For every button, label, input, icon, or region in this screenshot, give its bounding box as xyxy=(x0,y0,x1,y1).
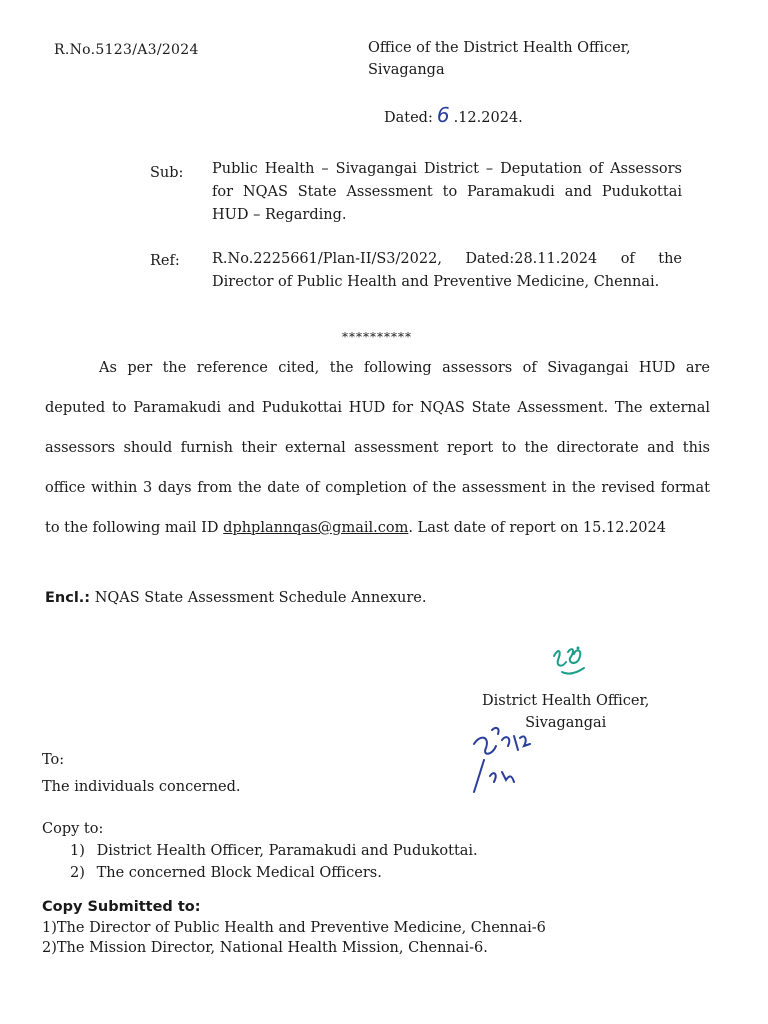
separator-stars: ********** xyxy=(342,330,412,344)
office-line1: Office of the District Health Officer, xyxy=(368,40,631,56)
reference-label: Ref: xyxy=(150,253,180,269)
signatory-line1: District Health Officer, xyxy=(482,693,650,709)
enclosure-line xyxy=(45,590,426,606)
body-paragraph xyxy=(45,348,710,548)
dated-suffix: .12.2024. xyxy=(453,110,523,126)
handwritten-signature-icon xyxy=(540,642,600,682)
dated-handwritten-day: 6 xyxy=(436,103,450,127)
copy-to-list xyxy=(70,840,478,884)
list-item: 2)The Mission Director, National Health Mission, Chennai-6. xyxy=(42,940,488,956)
copy-submitted-list xyxy=(42,918,546,958)
dated-prefix: Dated: xyxy=(384,110,433,126)
to-label: To: xyxy=(42,752,65,768)
list-item: 1) District Health Officer, Paramakudi and Pudukottai. xyxy=(70,843,478,859)
copy-to-label: Copy to: xyxy=(42,821,104,837)
enclosure-label: Encl.: xyxy=(45,590,91,606)
office-line2: Sivaganga xyxy=(368,62,445,78)
copy-submitted-label: Copy Submitted to: xyxy=(42,899,201,915)
enclosure-text: NQAS State Assessment Schedule Annexure. xyxy=(94,590,427,606)
date-line xyxy=(384,103,523,127)
to-recipients: The individuals concerned. xyxy=(42,779,241,795)
reference-text: R.No.2225661/Plan-II/S3/2022, Dated:28.11.2024 of the Director of Public Health and Preventive Medicine, Chennai. xyxy=(212,251,682,290)
list-item: 1)The Director of Public Health and Preventive Medicine, Chennai-6 xyxy=(42,920,546,936)
mail-link[interactable]: dphplannqas@gmail.com xyxy=(223,520,409,536)
handwritten-initials-icon xyxy=(462,716,542,798)
signatory-line2: Sivagangai xyxy=(525,715,607,731)
subject-text: Public Health – Sivagangai District – Deputation of Assessors for NQAS State Assessment to Paramakudi and Pudukottai HUD – Regarding. xyxy=(212,161,682,223)
body-text-after-mail: . Last date of report on 15.12.2024 xyxy=(408,520,666,536)
list-item: 2) The concerned Block Medical Officers. xyxy=(70,865,382,881)
office-address xyxy=(368,37,631,81)
reference-number: R.No.5123/A3/2024 xyxy=(54,42,199,58)
body-text-before-mail: As per the reference cited, the following assessors of Sivagangai HUD are deputed to Paramakudi and Pudukottai HUD for NQAS State Assessment. The external assessors should furnish their external assessment report to the directorate and this office within 3 days from the date of completion of the assessment in the revised format to the following mail ID xyxy=(45,360,710,536)
subject-label: Sub: xyxy=(150,165,184,181)
